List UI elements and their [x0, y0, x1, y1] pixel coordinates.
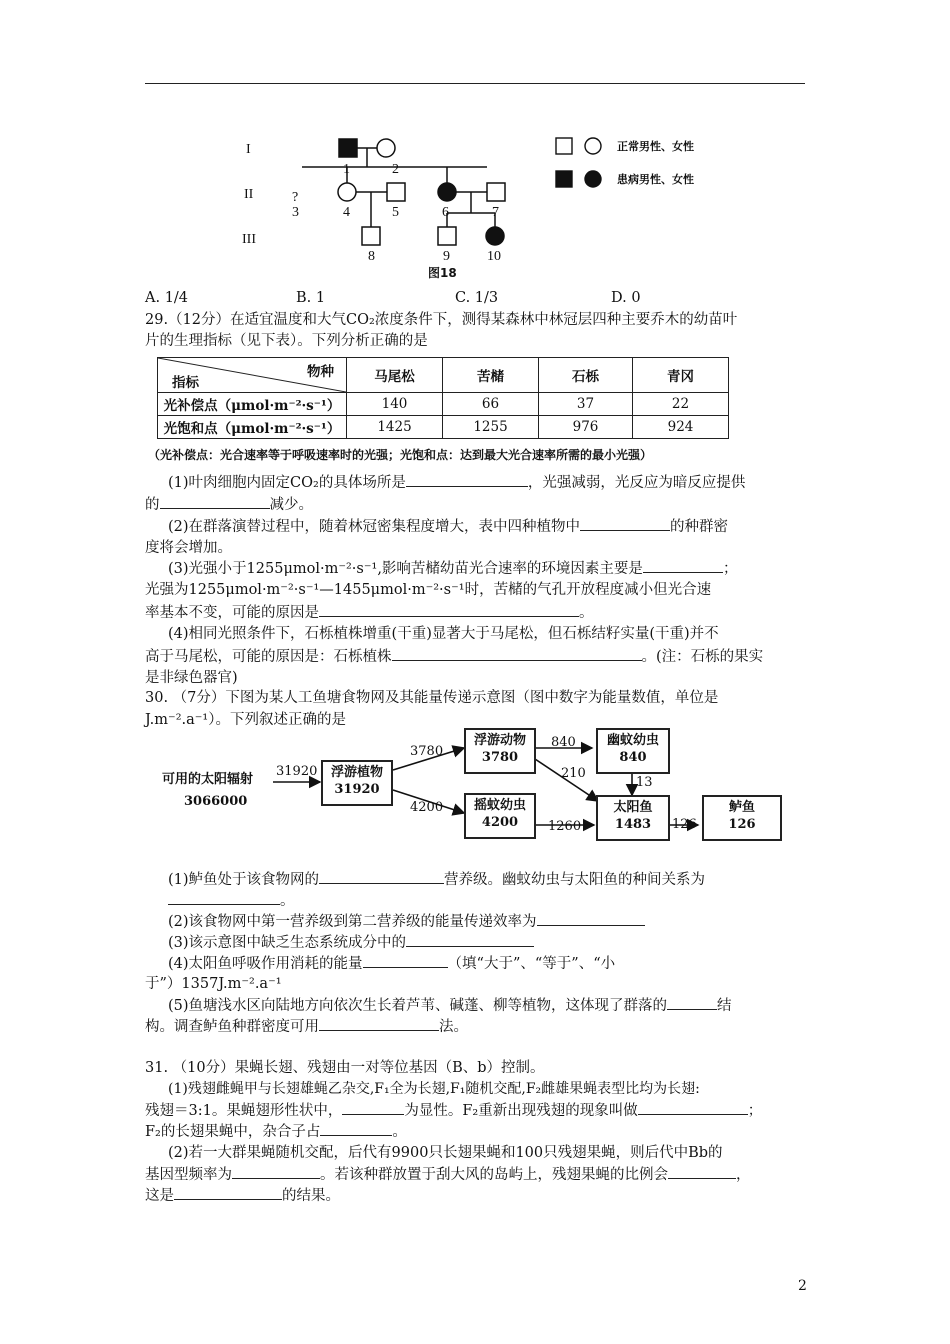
figure-caption: 图18: [428, 266, 457, 280]
answer-blank[interactable]: [638, 1100, 748, 1115]
page-number: 2: [798, 1278, 807, 1294]
node-zooplankton: 浮游动物 3780: [464, 728, 536, 774]
cell: 140: [347, 393, 443, 416]
physiology-table: [157, 357, 729, 439]
affected-female-symbol: [585, 171, 601, 187]
affected-male-symbol: [556, 171, 572, 187]
table-row: [158, 416, 729, 439]
gen-label: II: [244, 187, 254, 202]
answer-blank[interactable]: [406, 472, 528, 487]
gen-label: I: [246, 142, 251, 157]
q29-p3-cont: 光强为1255μmol·m⁻²·s⁻¹—1455μmol·m⁻²·s⁻¹时，苦槠的气孔开放程度减小但光合速: [145, 582, 712, 598]
pedigree-III9-normal-male: [438, 227, 456, 245]
q29-p1-cont: 的 减少。: [145, 494, 313, 515]
answer-blank[interactable]: [363, 953, 448, 968]
answer-blank[interactable]: [392, 646, 642, 661]
q31-p2: (2)若一大群果蝇随机交配，后代有9900只长翅果蝇和100只残翅果蝇，则后代中Bb的: [168, 1145, 723, 1161]
q30-p5: (5)鱼塘浅水区向陆地方向依次生长着芦苇、碱蓬、柳等植物，这体现了群落的 结: [168, 995, 732, 1016]
ind-label: 7: [492, 205, 499, 220]
q30-p5-cont: 构。调查鲈鱼种群密度可用 法。: [145, 1016, 468, 1037]
answer-blank[interactable]: [668, 1164, 736, 1179]
pedigree-II4-normal-female: [338, 183, 356, 201]
q31-p1: (1)残翅雌蝇甲与长翅雄蝇乙杂交,F₁全为长翅,F₁随机交配,F₂雌雄果蝇表型比均为长翅:: [168, 1081, 700, 1097]
flow-value: 210: [561, 766, 586, 781]
answer-blank[interactable]: [342, 1100, 404, 1115]
q29-p2-cont: 度将会增加。: [145, 540, 232, 556]
pedigree-III8-normal-male: [362, 227, 380, 245]
cell: 976: [539, 416, 633, 439]
header-index: 指标: [172, 375, 199, 391]
q31-p1-cont: 残翅＝3:1。果蝇翅形性状中， 为显性。F₂重新出现残翅的现象叫做 ；: [145, 1100, 762, 1121]
answer-blank[interactable]: [168, 890, 280, 905]
table-corner: [158, 358, 347, 393]
answer-blank[interactable]: [580, 516, 670, 531]
node-sunfish: 太阳鱼 1483: [596, 795, 670, 841]
q30-p4-cont: 于”）1357J.m⁻².a⁻¹: [145, 976, 282, 992]
ind-label: 2: [392, 162, 399, 177]
q29-p1: (1)叶肉细胞内固定CO₂的具体场所是 ，光强减弱，光反应为暗反应提供: [168, 472, 745, 493]
pedigree-I1-affected-male: [339, 139, 357, 157]
cell: 1425: [347, 416, 443, 439]
answer-blank[interactable]: [232, 1164, 320, 1179]
row-label: 光饱和点（μmol·m⁻²·s⁻¹）: [158, 416, 347, 439]
flow-value: 840: [551, 735, 576, 750]
answer-blank[interactable]: [406, 932, 534, 947]
answer-blank[interactable]: [320, 1121, 392, 1136]
q29-p4-cont: 高于马尾松，可能的原因是：石栎植株 。(注：石栎的果实: [145, 646, 763, 667]
cell: 924: [633, 416, 729, 439]
ind-label: 9: [443, 249, 450, 264]
q28-option-d: D. 0: [611, 290, 641, 306]
sun-label: 可用的太阳辐射: [162, 772, 254, 787]
row-label: 光补偿点（μmol·m⁻²·s⁻¹）: [158, 393, 347, 416]
q28-option-b: B. 1: [296, 290, 326, 306]
species-col: 青冈: [633, 358, 729, 393]
q30-p4: (4)太阳鱼呼吸作用消耗的能量 （填“大于”、“等于”、“小: [168, 953, 615, 974]
ind-label: 8: [368, 249, 375, 264]
species-col: 苦槠: [443, 358, 539, 393]
legend-affected: 患病男性、女性: [617, 173, 694, 186]
flow-value: 13: [636, 775, 653, 790]
cell: 37: [539, 393, 633, 416]
pedigree-II6-affected-female: [438, 183, 456, 201]
cell: 66: [443, 393, 539, 416]
q29-p3: (3)光强小于1255μmol·m⁻²·s⁻¹,影响苦槠幼苗光合速率的环境因素主要是 ；: [168, 558, 737, 579]
ind-label: 3: [292, 205, 299, 220]
q30-p1: (1)鲈鱼处于该食物网的 营养级。幽蚊幼虫与太阳鱼的种间关系为: [168, 869, 705, 890]
gen-label: III: [242, 232, 256, 247]
pedigree-I2-normal-female: [377, 139, 395, 157]
header-rule: [145, 83, 805, 84]
answer-blank[interactable]: [174, 1185, 282, 1200]
flow-value: 1260: [548, 819, 582, 834]
cell: 1255: [443, 416, 539, 439]
normal-female-symbol: [585, 138, 601, 154]
ind-label: 10: [487, 249, 501, 264]
q31-p2-cont: 基因型频率为 。若该种群放置于刮大风的岛屿上，残翅果蝇的比例会 ，: [145, 1164, 751, 1185]
species-col: 马尾松: [347, 358, 443, 393]
pedigree-II7-normal-male: [487, 183, 505, 201]
q31-stem: 31. （10分）果蝇长翅、残翅由一对等位基因（B、b）控制。: [145, 1060, 545, 1076]
q28-option-c: C. 1/3: [455, 290, 499, 306]
legend-normal: 正常男性、女性: [617, 140, 694, 153]
ind-label: ?: [292, 190, 299, 205]
flow-value: 3780: [410, 744, 444, 759]
q29-p2: (2)在群落演替过程中，随着林冠密集程度增大，表中四种植物中 的种群密: [168, 516, 728, 537]
q30-p3: (3)该示意图中缺乏生态系统成分中的: [168, 932, 534, 953]
flow-value: 126: [672, 817, 697, 832]
node-bass: 鲈鱼 126: [702, 795, 782, 841]
q29-p3-cont2: 率基本不变，可能的原因是 。: [145, 602, 594, 623]
cell: 22: [633, 393, 729, 416]
table-row: [158, 393, 729, 416]
answer-blank[interactable]: [319, 602, 579, 617]
q29-stem: 29.（12分）在适宜温度和大气CO₂浓度条件下，测得某森林中林冠层四种主要乔木的幼苗叶: [145, 312, 738, 328]
q31-p2-cont2: 这是 的结果。: [145, 1185, 340, 1206]
header-species: 物种: [307, 364, 334, 380]
answer-blank[interactable]: [319, 1016, 439, 1031]
q31-p1-cont2: F₂的长翅果蝇中，杂合子占 。: [145, 1121, 407, 1142]
q30-p2: (2)该食物网中第一营养级到第二营养级的能量传递效率为: [168, 911, 645, 932]
species-col: 石栎: [539, 358, 633, 393]
normal-male-symbol: [556, 138, 572, 154]
pedigree-III10-affected-female: [486, 227, 504, 245]
ind-label: 6: [442, 205, 449, 220]
q30-p1-cont: 。: [168, 890, 295, 911]
answer-blank[interactable]: [160, 494, 270, 509]
answer-blank[interactable]: [537, 911, 645, 926]
node-midge-larva: 幽蚊幼虫 840: [596, 728, 670, 774]
q28-option-a: A. 1/4: [145, 290, 189, 306]
answer-blank[interactable]: [667, 995, 717, 1010]
q29-stem-cont: 片的生理指标（见下表）。下列分析正确的是: [145, 333, 428, 349]
flow-value: 31920: [276, 764, 318, 779]
ind-label: 5: [392, 205, 399, 220]
q29-p4-cont2: 是非绿色器官): [145, 670, 238, 686]
q30-stem: 30. （7分）下图为某人工鱼塘食物网及其能量传递示意图（图中数字为能量数值，单位是: [145, 690, 719, 706]
sun-value: 3066000: [184, 794, 248, 809]
ind-label: 1: [343, 162, 350, 177]
table-note: （光补偿点：光合速率等于呼吸速率时的光强；光饱和点：达到最大光合速率所需的最小光强）: [148, 448, 653, 462]
q29-p4: (4)相同光照条件下，石栎植株增重(干重)显著大于马尾松，但石栎结籽实量(干重)并不: [168, 626, 719, 642]
answer-blank[interactable]: [643, 558, 723, 573]
flow-value: 4200: [410, 800, 444, 815]
ind-label: 4: [343, 205, 350, 220]
pedigree-chart: [230, 125, 530, 285]
node-producer: 浮游植物 31920: [321, 760, 393, 806]
answer-blank[interactable]: [319, 869, 444, 884]
q30-stem-cont: J.m⁻².a⁻¹）。下列叙述正确的是: [145, 712, 346, 728]
pedigree-II5-normal-male: [387, 183, 405, 201]
node-mosquito-larva: 摇蚊幼虫 4200: [464, 793, 536, 839]
pedigree-legend: [553, 135, 718, 190]
